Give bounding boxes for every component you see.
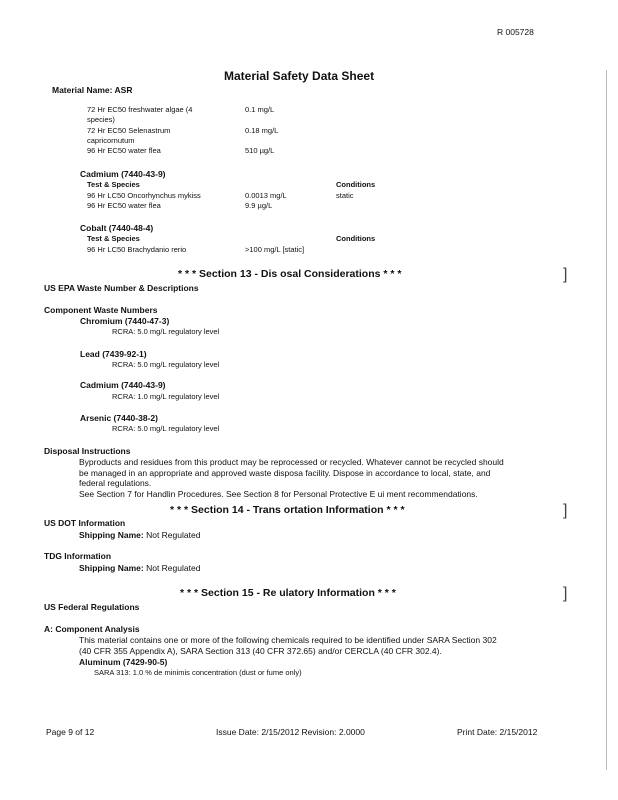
col-test-species: Test & Species — [87, 180, 140, 189]
component-analysis-text — [79, 635, 569, 656]
tdg-heading: TDG Information — [44, 551, 112, 561]
us-federal-heading: US Federal Regulations — [44, 602, 140, 612]
eco-test: 72 Hr EC50 Selenastrum — [87, 126, 171, 135]
tdg-shipping-name — [79, 563, 200, 573]
eco-test-cont: capricornutum — [87, 136, 135, 145]
document-id: R 005728 — [497, 27, 534, 37]
rcra-level: RCRA: 5.0 mg/L regulatory level — [112, 360, 220, 369]
shipping-label: Shipping Name: — [79, 530, 144, 540]
disposal-line: be managed in an appropriate and approved waste disposa facility. Dispose in accordance to local, state, and — [79, 467, 491, 478]
eco-test-cont: species) — [87, 115, 115, 124]
analysis-line: This material contains one or more of the following chemicals required to be identified under SARA Section 302 — [79, 635, 497, 645]
section-15-heading: * * * Section 15 - Re ulatory Information * * * — [180, 587, 396, 599]
margin-bracket: ] — [563, 502, 568, 519]
aluminum-heading: Aluminum (7429-90-5) — [79, 657, 168, 667]
shipping-value: Not Regulated — [146, 530, 201, 540]
eco-value: 510 µg/L — [245, 146, 275, 155]
issue-date: Issue Date: 2/15/2012 Revision: 2.0000 — [216, 727, 365, 737]
section-13-heading: * * * Section 13 - Dis osal Considerations * * * — [178, 268, 402, 280]
usdot-heading: US DOT Information — [44, 518, 126, 528]
page-title: Material Safety Data Sheet — [224, 69, 375, 83]
eco-test: 72 Hr EC50 freshwater algae (4 — [87, 105, 193, 114]
eco-test: 96 Hr EC50 water flea — [87, 146, 161, 155]
col-test-species: Test & Species — [87, 234, 140, 243]
rcra-level: RCRA: 5.0 mg/L regulatory level — [112, 327, 220, 336]
eco-value: 0.18 mg/L — [245, 126, 279, 135]
eco-value: >100 mg/L [static] — [245, 245, 305, 254]
cadmium-eco-heading: Cadmium (7440-43-9) — [80, 169, 166, 179]
component-waste-heading: Component Waste Numbers — [44, 305, 158, 315]
usdot-shipping-name — [79, 530, 200, 540]
disposal-instructions — [79, 457, 569, 499]
print-date: Print Date: 2/15/2012 — [457, 727, 538, 737]
margin-bracket: ] — [563, 266, 568, 283]
eco-test: 96 Hr LC50 Oncorhynchus mykiss — [87, 191, 201, 200]
waste-component-name: Cadmium (7440-43-9) — [80, 380, 166, 390]
material-name: Material Name: ASR — [52, 85, 133, 95]
eco-value: 0.1 mg/L — [245, 105, 275, 114]
waste-component-name: Lead (7439-92-1) — [80, 349, 147, 359]
cobalt-eco-heading: Cobalt (7440-48-4) — [80, 223, 154, 233]
disposal-line: Byproducts and residues from this product may be reprocessed or recycled. Whatever cannot be recycled should — [79, 457, 504, 467]
shipping-value: Not Regulated — [146, 563, 201, 573]
analysis-line: (40 CFR 355 Appendix A), SARA Section 313 (40 CFR 372.65) and/or CERCLA (40 CFR 302.4). — [79, 645, 442, 656]
eco-value: 9.9 µg/L — [245, 201, 273, 210]
col-conditions: Conditions — [336, 234, 376, 243]
eco-test: 96 Hr LC50 Brachydanio rerio — [87, 245, 187, 254]
eco-test: 96 Hr EC50 water flea — [87, 201, 161, 210]
rcra-level: RCRA: 5.0 mg/L regulatory level — [112, 424, 220, 433]
margin-bracket: ] — [563, 585, 568, 602]
eco-condition: static — [336, 191, 354, 200]
rcra-level: RCRA: 1.0 mg/L regulatory level — [112, 392, 220, 401]
component-analysis-heading: A: Component Analysis — [44, 624, 140, 634]
page-number: Page 9 of 12 — [46, 727, 95, 737]
waste-component-name: Arsenic (7440-38-2) — [80, 413, 158, 423]
disposal-heading: Disposal Instructions — [44, 446, 131, 456]
col-conditions: Conditions — [336, 180, 376, 189]
waste-number-heading: US EPA Waste Number & Descriptions — [44, 283, 199, 293]
scan-edge-line — [606, 70, 607, 770]
section-14-heading: * * * Section 14 - Trans ortation Information * * * — [170, 504, 405, 516]
waste-component-name: Chromium (7440-47-3) — [80, 316, 170, 326]
disposal-line: See Section 7 for Handlin Procedures. See Section 8 for Personal Protective E ui ment recommendations. — [79, 488, 478, 499]
shipping-label: Shipping Name: — [79, 563, 144, 573]
aluminum-sara: SARA 313: 1.0 % de minimis concentration (dust or fume only) — [94, 668, 302, 677]
disposal-line: federal regulations. — [79, 478, 152, 488]
eco-value: 0.0013 mg/L — [245, 191, 287, 200]
